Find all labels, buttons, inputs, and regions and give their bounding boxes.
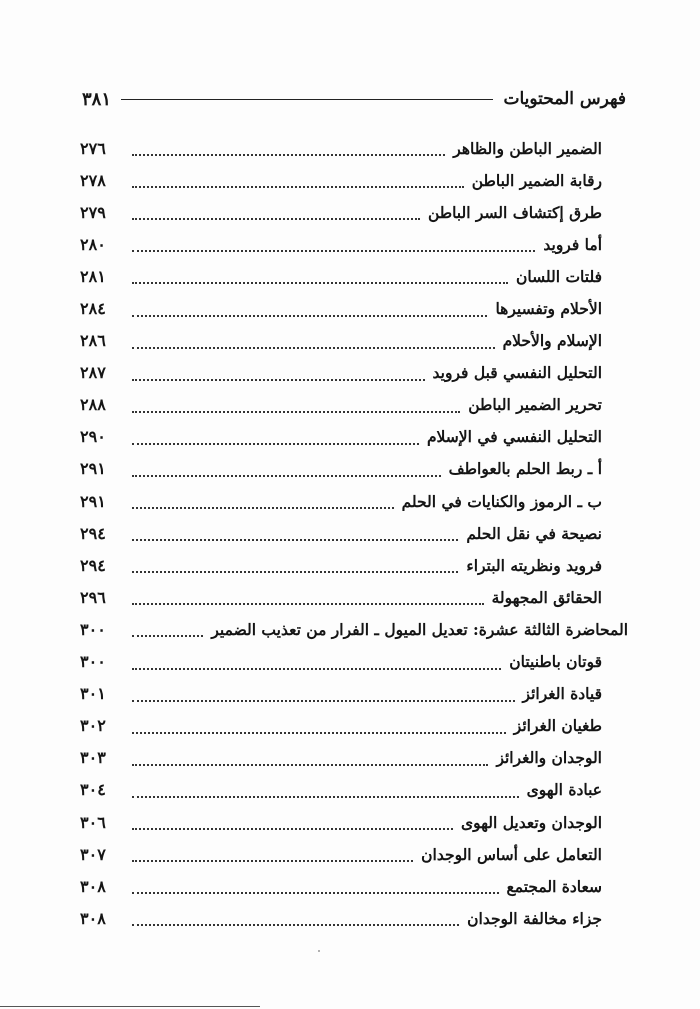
page-header xyxy=(82,84,626,114)
dot-leader xyxy=(132,627,203,637)
toc-entry-title: فرويد ونظريته البتراء xyxy=(466,555,602,575)
toc-entry-title: جزاء مخالفة الوجدان xyxy=(467,908,602,928)
toc-entry xyxy=(80,838,628,870)
toc-entry-page: ٢٧٩ xyxy=(80,202,106,222)
toc-entry-page: ٣٠٨ xyxy=(80,876,106,896)
dot-leader xyxy=(132,467,441,477)
toc-entry-title: أما فرويد xyxy=(543,234,602,254)
toc-entry-page: ٢٨٤ xyxy=(80,299,106,319)
toc-entry xyxy=(80,228,628,260)
toc-entry xyxy=(80,421,628,453)
toc-entry-title: عبادة الهوى xyxy=(526,780,602,800)
dot-leader xyxy=(132,371,425,381)
toc-entry-title: الوجدان والغرائز xyxy=(496,748,602,768)
dot-leader xyxy=(132,339,495,349)
page-title: فهرس المحتويات xyxy=(503,89,626,109)
toc-entry xyxy=(80,260,628,292)
toc-entry-page: ٣٠٠ xyxy=(80,619,106,639)
toc-entry-title: رقابة الضمير الباطن xyxy=(471,170,602,190)
dot-leader xyxy=(132,692,515,702)
dot-leader xyxy=(132,788,519,798)
toc-entry-title: الأحلام وتفسيرها xyxy=(495,299,602,319)
toc-entry xyxy=(80,742,628,774)
toc-entry-title: قوتان باطنيتان xyxy=(509,652,602,672)
dot-leader xyxy=(132,916,459,926)
dot-leader xyxy=(132,274,508,284)
toc-entry-title: الوجدان وتعديل الهوى xyxy=(460,812,602,832)
toc-entry xyxy=(80,549,628,581)
toc-entry-page: ٢٨٨ xyxy=(80,395,106,415)
toc-entry-page: ٢٨١ xyxy=(80,266,106,286)
footer-rule xyxy=(0,1006,260,1007)
toc-entry-page: ٢٩٦ xyxy=(80,587,106,607)
toc-entry-title: فلتات اللسان xyxy=(515,266,602,286)
toc-entry-page: ٣٠٢ xyxy=(80,716,106,736)
dot-leader xyxy=(132,884,499,894)
dot-leader xyxy=(132,563,458,573)
dot-leader xyxy=(132,146,445,156)
toc-entry xyxy=(80,613,628,645)
toc-entry xyxy=(80,485,628,517)
toc-entry-page: ٢٧٨ xyxy=(80,170,106,190)
toc-entry-title: قيادة الغرائز xyxy=(522,684,602,704)
toc-entry-page: ٢٩٤ xyxy=(80,523,106,543)
toc-entry-page: ٢٧٦ xyxy=(80,138,106,158)
toc-entry xyxy=(80,678,628,710)
toc-entry xyxy=(80,710,628,742)
toc-entry xyxy=(80,581,628,613)
page-number: ٣٨١ xyxy=(82,88,112,110)
dot-leader xyxy=(132,499,394,509)
toc-entry xyxy=(80,806,628,838)
dot-leader xyxy=(132,307,487,317)
dot-leader xyxy=(132,531,458,541)
toc-entry xyxy=(80,646,628,678)
toc-entry-page: ٣٠٨ xyxy=(80,908,106,928)
toc-entry-page: ٣٠٦ xyxy=(80,812,106,832)
toc-entry-page: ٣٠٣ xyxy=(80,748,106,768)
dot-leader xyxy=(132,595,484,605)
toc-entry-title: أ ـ ربط الحلم بالعواطف xyxy=(448,459,602,479)
toc-entry xyxy=(80,196,628,228)
print-speck xyxy=(318,950,320,952)
dot-leader xyxy=(132,820,453,830)
toc-entry-page: ٣٠٠ xyxy=(80,652,106,672)
dot-leader xyxy=(132,178,464,188)
toc-entry xyxy=(80,132,628,164)
dot-leader xyxy=(132,435,419,445)
toc-entry-title: نصيحة في نقل الحلم xyxy=(466,523,602,543)
toc-entry-title: المحاضرة الثالثة عشرة: تعديل الميول ـ الفرار من تعذيب الضمير xyxy=(211,619,628,639)
dot-leader xyxy=(132,756,488,766)
toc-entry-title: ب ـ الرموز والكنايات في الحلم xyxy=(401,491,602,511)
toc-entry xyxy=(80,164,628,196)
toc-entry xyxy=(80,517,628,549)
table-of-contents xyxy=(80,132,628,934)
dot-leader xyxy=(132,852,413,862)
header-rule xyxy=(121,99,493,100)
dot-leader xyxy=(132,403,460,413)
toc-entry-page: ٢٩١ xyxy=(80,459,106,479)
toc-entry-title: التحليل النفسي قبل فرويد xyxy=(432,363,602,383)
toc-entry xyxy=(80,292,628,324)
dot-leader xyxy=(132,242,535,252)
toc-entry-page: ٣٠٤ xyxy=(80,780,106,800)
toc-entry-title: طرق إكتشاف السر الباطن xyxy=(427,202,602,222)
toc-entry-title: الحقائق المجهولة xyxy=(491,587,602,607)
toc-entry-page: ٢٩٤ xyxy=(80,555,106,575)
toc-entry xyxy=(80,325,628,357)
toc-entry-title: الضمير الباطن والظاهر xyxy=(453,138,602,158)
toc-entry-title: طغيان الغرائز xyxy=(513,716,602,736)
toc-entry-page: ٢٩١ xyxy=(80,491,106,511)
toc-entry-title: الإسلام والأحلام xyxy=(502,331,602,351)
toc-entry-title: سعادة المجتمع xyxy=(506,876,602,896)
dot-leader xyxy=(132,660,501,670)
toc-entry-title: تحرير الضمير الباطن xyxy=(468,395,602,415)
toc-entry xyxy=(80,389,628,421)
toc-entry xyxy=(80,774,628,806)
toc-entry-page: ٢٨٧ xyxy=(80,363,106,383)
toc-entry-page: ٢٨٠ xyxy=(80,234,106,254)
toc-entry-page: ٢٩٠ xyxy=(80,427,106,447)
toc-entry-title: التحليل النفسي في الإسلام xyxy=(426,427,602,447)
toc-entry-page: ٣٠١ xyxy=(80,684,106,704)
toc-entry xyxy=(80,902,628,934)
toc-entry xyxy=(80,357,628,389)
dot-leader xyxy=(132,210,420,220)
dot-leader xyxy=(132,724,506,734)
toc-entry-page: ٢٨٦ xyxy=(80,331,106,351)
toc-entry-page: ٣٠٧ xyxy=(80,844,106,864)
toc-entry-title: التعامل على أساس الوجدان xyxy=(421,844,602,864)
toc-entry xyxy=(80,453,628,485)
toc-entry xyxy=(80,870,628,902)
